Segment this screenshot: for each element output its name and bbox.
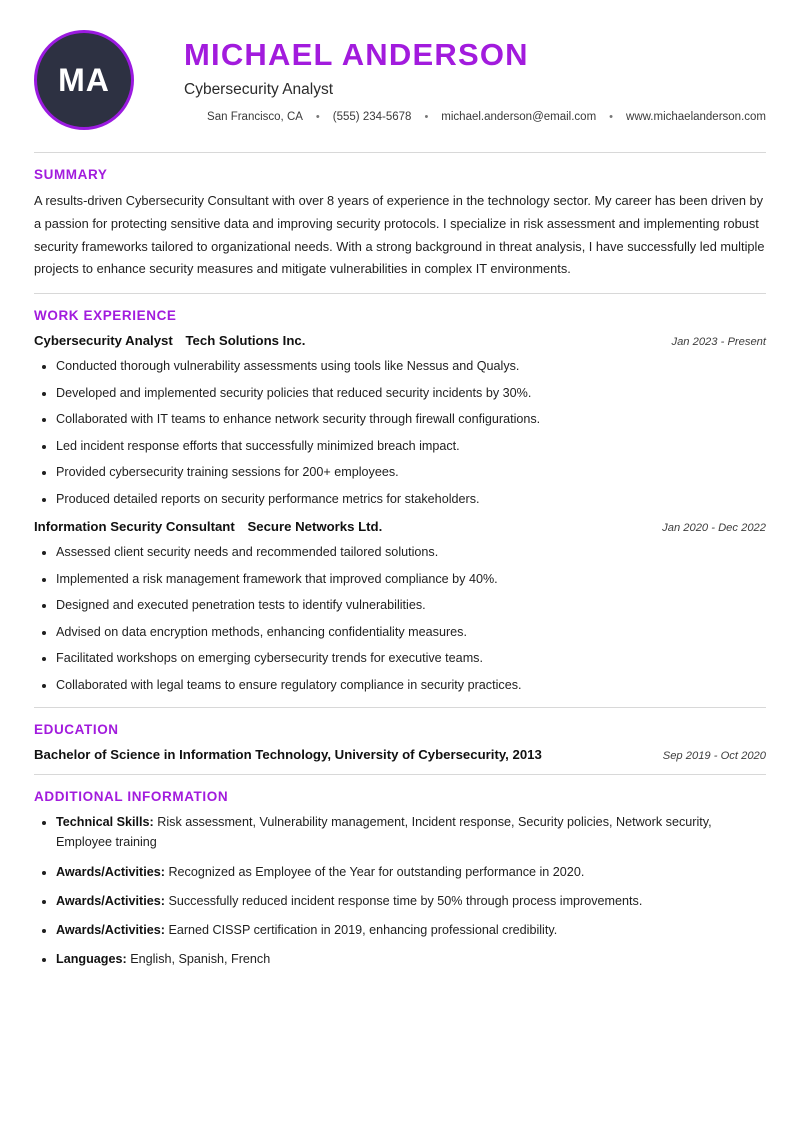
list-item: • Led incident response efforts that successfully minimized breach impact.	[56, 437, 766, 457]
info-value: Successfully reduced incident response time by 50% through process improvements.	[168, 893, 643, 908]
education-degree: Bachelor of Science in Information Technology, University of Cybersecurity, 2013	[34, 747, 542, 763]
section-title-education: EDUCATION	[34, 722, 119, 738]
avatar-initials: MA	[58, 61, 110, 98]
info-value: Recognized as Employee of the Year for outstanding performance in 2020.	[168, 864, 585, 879]
section-additional-information	[34, 775, 766, 969]
contact-email[interactable]: michael.anderson@email.com	[441, 111, 597, 124]
job-company: Secure Networks Ltd.	[247, 519, 383, 535]
avatar	[34, 30, 134, 130]
job-role: Information Security Consultant	[34, 519, 235, 535]
job-bullet-list	[34, 543, 766, 695]
resume-header	[34, 28, 766, 140]
section-title-additional: ADDITIONAL INFORMATION	[34, 789, 229, 805]
list-item	[56, 920, 766, 940]
job-role: Cybersecurity Analyst	[34, 333, 173, 349]
list-item	[56, 949, 766, 969]
education-date: Sep 2019 - Oct 2020	[662, 750, 766, 763]
section-education	[34, 708, 766, 762]
section-title-experience: WORK EXPERIENCE	[34, 308, 177, 324]
info-label: Awards/Activities:	[56, 922, 165, 937]
list-item	[56, 812, 766, 852]
info-value: English, Spanish, French	[130, 951, 271, 966]
contact-phone[interactable]: (555) 234-5678	[332, 111, 412, 124]
list-item: • Produced detailed reports on security performance metrics for stakeholders.	[56, 490, 766, 510]
list-item: • Designed and executed penetration tests to identify vulnerabilities.	[56, 596, 766, 616]
contact-website[interactable]: www.michaelanderson.com	[626, 111, 766, 124]
job-role-subtitle: Cybersecurity Analyst	[184, 81, 334, 99]
contact-row	[152, 111, 766, 123]
job-bullet-list	[34, 357, 766, 509]
list-item: • Assessed client security needs and recommended tailored solutions.	[56, 543, 766, 563]
list-item: • Advised on data encryption methods, enhancing confidentiality measures.	[56, 623, 766, 643]
list-item: • Conducted thorough vulnerability assessments using tools like Nessus and Qualys.	[56, 357, 766, 377]
list-item: • Implemented a risk management framework that improved compliance by 40%.	[56, 570, 766, 590]
education-entry	[34, 747, 766, 762]
contact-separator: •	[609, 111, 614, 124]
job-title-line	[34, 333, 305, 348]
job-company: Tech Solutions Inc.	[185, 333, 306, 349]
list-item: • Facilitated workshops on emerging cybersecurity trends for executive teams.	[56, 649, 766, 669]
job-header	[34, 519, 766, 534]
job-date: Jan 2023 - Present	[671, 336, 766, 349]
list-item	[56, 862, 766, 882]
info-label: Awards/Activities:	[56, 893, 165, 908]
info-value: Earned CISSP certification in 2019, enhancing professional credibility.	[168, 922, 558, 937]
additional-info-list	[34, 812, 766, 969]
info-label: Technical Skills:	[56, 815, 154, 830]
header-text-block	[152, 28, 766, 123]
contact-separator: •	[315, 111, 320, 124]
info-label: Languages:	[56, 951, 127, 966]
contact-location: San Francisco, CA	[207, 111, 303, 124]
info-label: Awards/Activities:	[56, 864, 165, 879]
job-date: Jan 2020 - Dec 2022	[662, 522, 766, 535]
section-title-summary: SUMMARY	[34, 167, 108, 182]
list-item: • Provided cybersecurity training sessions for 200+ employees.	[56, 463, 766, 483]
job-header	[34, 333, 766, 348]
section-summary	[34, 153, 766, 281]
summary-paragraph: A results-driven Cybersecurity Consultant with over 8 years of experience in the technology sector. My career has been driven by a passion for protecting sensitive data and improving security protocols. I specialize in risk assessment and implementing robust security frameworks tailored to organizational needs. With a strong background in threat analysis, I have successfully led multiple projects to enhance security measures and mitigate vulnerabilities in complex IT environments.	[34, 193, 765, 277]
page-title: MICHAEL ANDERSON	[184, 37, 529, 72]
experience-entry	[34, 519, 766, 695]
section-work-experience	[34, 294, 766, 695]
list-item: • Collaborated with legal teams to ensure regulatory compliance in security practices.	[56, 676, 766, 696]
list-item: • Developed and implemented security policies that reduced security incidents by 30%.	[56, 384, 766, 404]
list-item: • Collaborated with IT teams to enhance network security through firewall configurations.	[56, 410, 766, 430]
info-value: Risk assessment, Vulnerability management, Incident response, Security policies, Network security, Employee training	[56, 815, 712, 850]
job-title-line	[34, 519, 382, 534]
contact-separator: •	[424, 111, 429, 124]
list-item	[56, 891, 766, 911]
experience-entry	[34, 333, 766, 509]
